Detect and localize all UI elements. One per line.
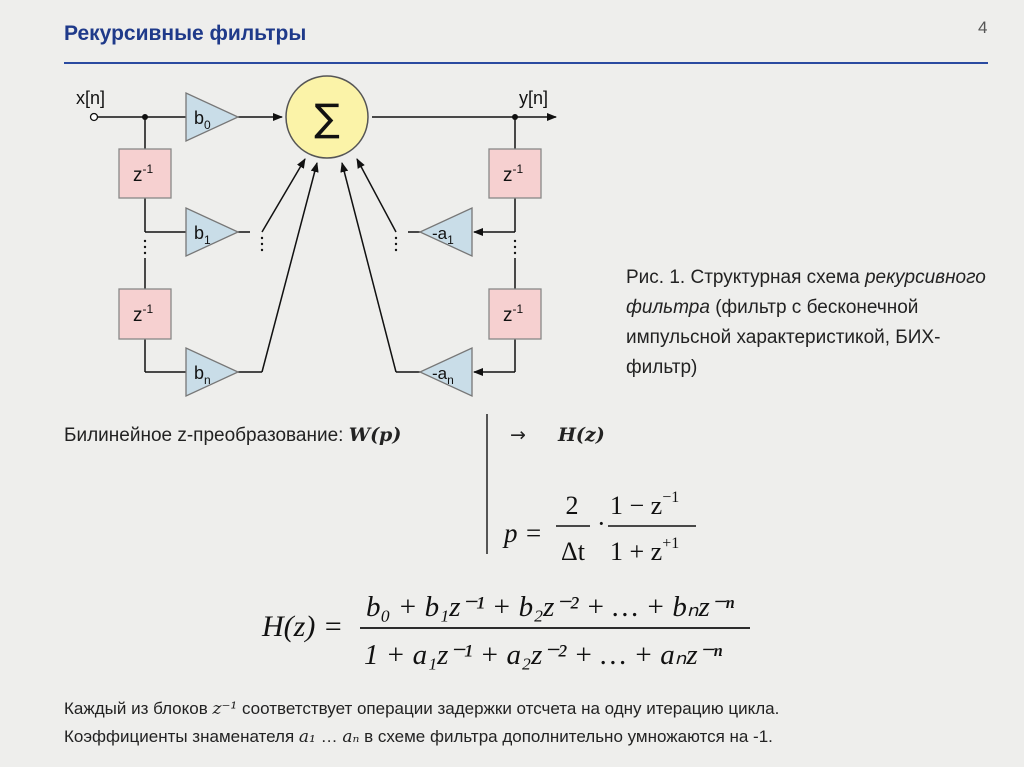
amplifier-b0 [186, 93, 238, 141]
svg-text:·: · [597, 509, 606, 538]
summator [286, 76, 368, 158]
amplifier-b1 [186, 208, 238, 256]
svg-text:bn: $b_n$ [194, 363, 211, 387]
svg-text:z-1: $z^{-1}$ [503, 302, 524, 326]
formulas [0, 470, 1024, 680]
slide-title: Рекурсивные фильтры [64, 22, 307, 45]
svg-text:∑: ∑ [314, 96, 340, 140]
caption-prefix: Рис. 1. Структурная схема [626, 267, 860, 288]
amplifier-an [420, 348, 472, 396]
figure-caption [626, 263, 1006, 383]
svg-text:b₀ + b₁z⁻¹ + b₂z⁻² + … + bₙz⁻ⁿ: b₀ + b₁z⁻¹ + b₂z⁻² + … + bₙz⁻ⁿ [366, 591, 735, 623]
delay-symbol: z⁻¹ [212, 699, 238, 719]
delay-block-left-2 [119, 289, 171, 339]
amplifier-bn [186, 348, 238, 396]
delay-block-right-2 [489, 289, 541, 339]
caption-italic: рекурсивного фильтра [626, 267, 986, 318]
slide-number: 4 [978, 18, 988, 37]
mapping-arrow: → [510, 424, 526, 446]
svg-text:1 − z−1: $1 - z^{-1}$ [610, 489, 680, 520]
delay-block-left-1 [119, 149, 171, 198]
svg-text:2: 2 [565, 491, 579, 520]
formula-p [502, 489, 696, 566]
delay-block-right-1 [489, 149, 541, 198]
bilinear-target [510, 424, 605, 446]
svg-text:1 + z+1: $1 + z^{+1}$ [610, 535, 680, 566]
output-label: y[n] [519, 88, 549, 108]
amplifier-a1 [420, 208, 472, 256]
svg-text:z-1: $z^{-1}$ [503, 162, 524, 186]
svg-text:-an: $-a_n$ [432, 364, 454, 387]
svg-text:z-1: $z^{-1}$ [133, 302, 154, 326]
svg-text:b0: $b_0$ [194, 108, 211, 132]
svg-text:p =: p = [504, 518, 543, 548]
explanation-line-1: Каждый из блоков z⁻¹ соответствует операции задержки отсчета на одну итерацию цикла. [64, 699, 780, 719]
svg-text:H(z) =: H(z) = [262, 610, 344, 643]
svg-text:1 + a₁z⁻¹ + a₂z⁻² + … + aₙz⁻ⁿ: 1 + a₁z⁻¹ + a₂z⁻² + … + aₙz⁻ⁿ [364, 639, 723, 671]
svg-text:Δt: Δt [561, 537, 585, 566]
input-terminal [91, 114, 98, 121]
caption-suffix: (фильтр с бесконечной импульсной характеристикой, БИХ-фильтр) [626, 297, 941, 378]
formula-h [261, 591, 750, 671]
svg-text:z-1: $z^{-1}$ [133, 162, 154, 186]
svg-text:b1: $b_1$ [194, 223, 211, 247]
bilinear-to: H(z) [557, 424, 605, 446]
svg-text:-a1: $-a_1$ [432, 224, 454, 247]
explanation-text [64, 695, 1004, 751]
input-label: x[n] [76, 88, 106, 108]
bilinear-from: W(p) [348, 424, 402, 446]
bilinear-label-line [64, 424, 401, 447]
explanation-line-2: Коэффициенты знаменателя a₁ … aₙ в схеме фильтра дополнительно умножаются на -1. [64, 727, 773, 747]
bilinear-label: Билинейное z-преобразование: [64, 425, 344, 446]
